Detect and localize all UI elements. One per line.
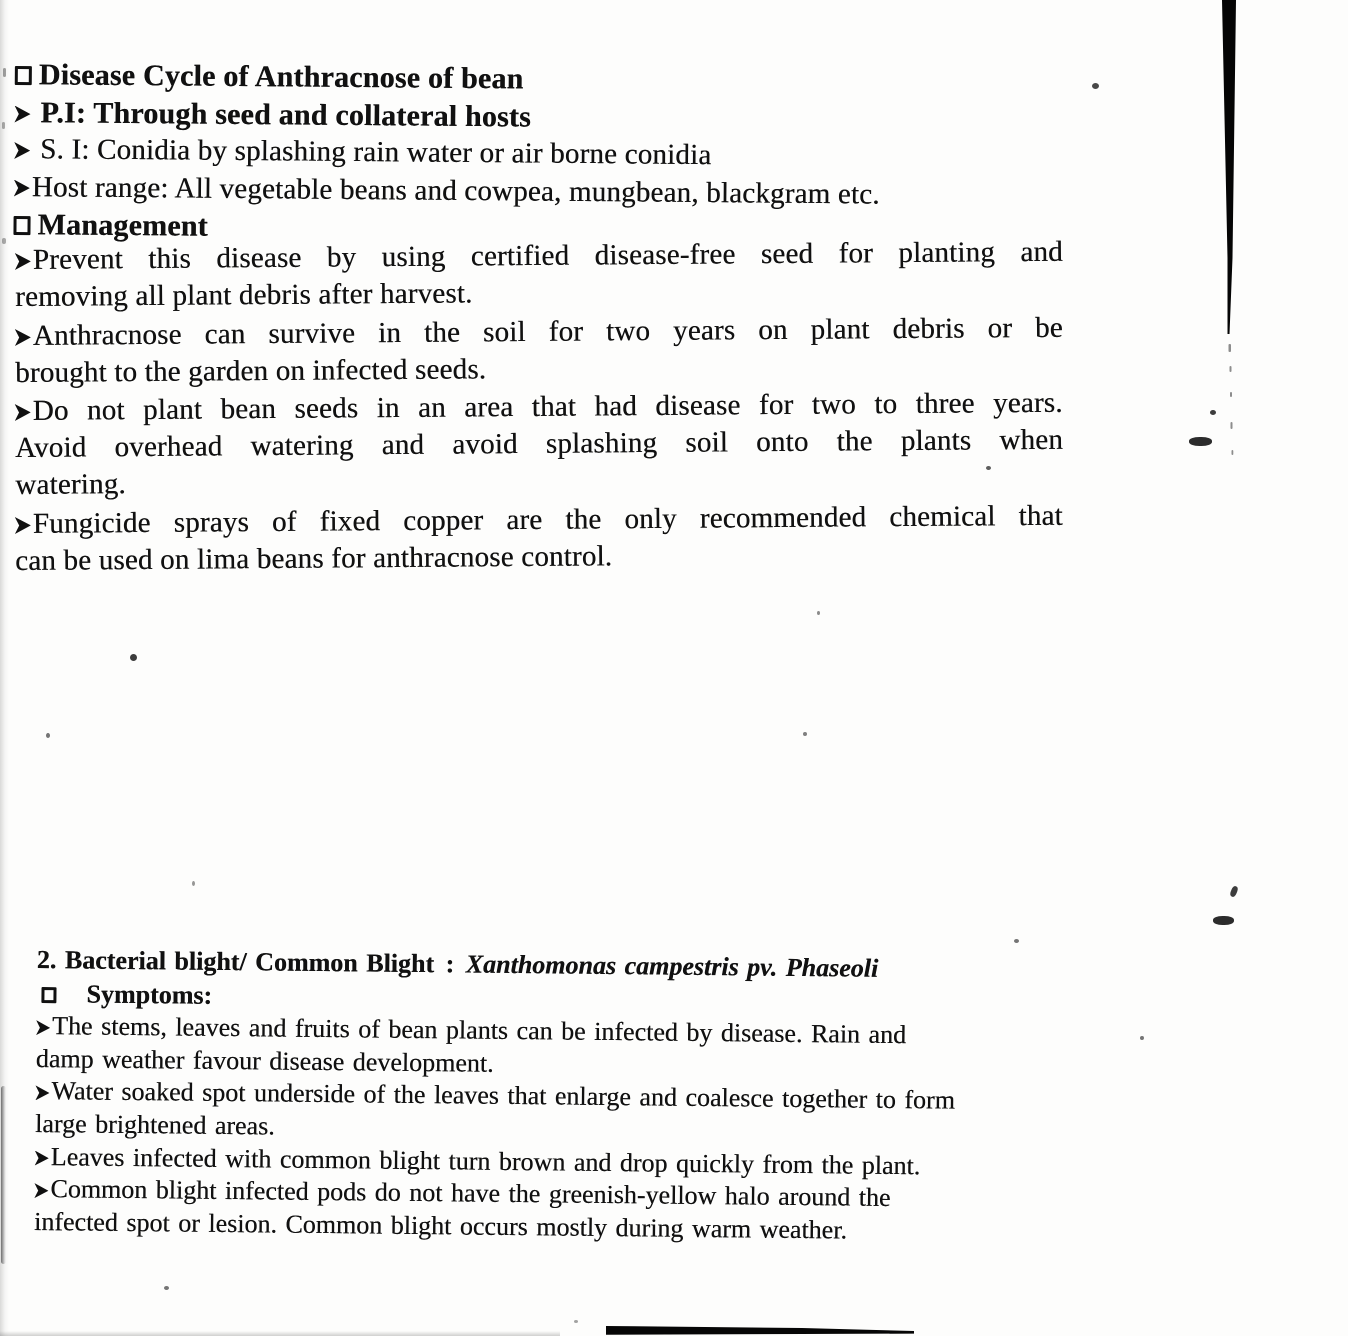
scan-speck — [817, 611, 820, 615]
arrow-bullet-icon — [15, 253, 31, 270]
management-title: Management — [37, 208, 208, 243]
square-bullet-icon — [13, 216, 30, 235]
text-line-content: The stems, leaves and fruits of bean plants can be infected by disease. Rain and — [51, 1011, 907, 1050]
text-line: brought to the garden on infected seeds. — [15, 352, 487, 389]
text-line: Avoid overhead watering and avoid splashing soil onto the plants when — [14, 423, 1064, 464]
bullet-item-water-soaked — [35, 1075, 1118, 1152]
arrow-bullet-icon — [15, 404, 31, 421]
heading-separator: : — [445, 949, 455, 979]
text-line — [15, 309, 1063, 354]
section-management-items — [14, 235, 1064, 579]
text-line: removing all plant debris after harvest. — [15, 277, 473, 313]
bullet-item-stems-leaves — [36, 1010, 1119, 1087]
bullet-item-text: P.I: Through seed and collateral hosts — [40, 95, 532, 134]
binder-bar-dotted-tail — [1229, 344, 1234, 455]
pathogen-name: Xanthomonas campestris pv. Phaseoli — [465, 949, 879, 983]
scan-speck — [1140, 1036, 1144, 1040]
bullet-item-text: Host range: All vegetable beans and cowpea, mungbean, blackgram etc. — [31, 170, 880, 211]
binder-bar — [1222, 0, 1236, 334]
arrow-bullet-icon — [35, 1085, 49, 1100]
arrow-bullet-icon — [36, 1020, 50, 1035]
text-line-content: Fungicide sprays of fixed copper are the only recommended chemical that — [32, 499, 1063, 540]
arrow-bullet-icon — [34, 1183, 48, 1198]
section-bacterial-blight — [34, 944, 1119, 1250]
scan-speck-dash — [1213, 916, 1234, 925]
scan-speck — [3, 68, 6, 77]
text-line: infected spot or lesion. Common blight occurs mostly during warm weather. — [33, 1206, 848, 1245]
text-line: can be used on lima beans for anthracnose control. — [15, 539, 613, 577]
arrow-bullet-icon — [35, 1151, 49, 1166]
arrow-bullet-icon — [15, 328, 31, 345]
scan-speck — [803, 732, 807, 736]
scan-speck — [130, 654, 137, 661]
square-bullet-icon — [41, 987, 56, 1003]
scan-speck — [46, 733, 50, 738]
scan-speck — [192, 881, 195, 886]
scan-speck — [2, 238, 6, 244]
section-title: Disease Cycle of Anthracnose of bean — [38, 58, 524, 96]
scan-speck — [2, 122, 5, 129]
arrow-bullet-icon — [14, 179, 30, 196]
bullet-item-pods-halo — [34, 1173, 1117, 1250]
symptoms-title: Symptoms: — [86, 979, 213, 1010]
scan-speck-dash — [1189, 437, 1212, 446]
scan-speck — [1210, 410, 1216, 415]
square-bullet-icon — [15, 66, 32, 85]
bullet-item-survive — [15, 309, 1064, 391]
arrow-bullet-icon — [14, 142, 30, 159]
section-anthracnose — [13, 56, 1063, 253]
bullet-item-text: S. I: Conidia by splashing rain water or air borne conidia — [40, 133, 712, 172]
text-line-content: Water soaked spot underside of the leaves that enlarge and coalesce together to form — [51, 1076, 956, 1115]
bullet-item-do-not-plant — [15, 385, 1064, 504]
text-line-content: Anthracnose can survive in the soil for two years on plant debris or be — [32, 311, 1063, 352]
text-line: damp weather favour disease development. — [35, 1043, 494, 1078]
text-line-content: Prevent this disease by using certified disease-free seed for planting and — [32, 235, 1063, 276]
text-line-content: Common blight infected pods do not have the greenish-yellow halo around the — [50, 1174, 891, 1213]
scan-speck — [574, 1320, 578, 1323]
text-line-content: Do not plant bean seeds in an area that had disease for two to three years. — [32, 386, 1063, 428]
text-line-content: Leaves infected with common blight turn brown and drop quickly from the plant. — [50, 1141, 921, 1180]
heading-title: Bacterial blight/ Common Blight — [64, 945, 435, 979]
text-line: watering. — [15, 467, 126, 501]
scan-speck — [164, 1286, 169, 1290]
scan-speck — [1092, 83, 1099, 89]
text-line — [15, 497, 1063, 542]
heading-number: 2. — [36, 944, 57, 975]
arrow-bullet-icon — [14, 105, 30, 122]
bullet-item-fungicide — [15, 497, 1064, 579]
text-line: large brightened areas. — [34, 1108, 275, 1141]
bottom-rule — [606, 1326, 914, 1335]
scan-speck — [1014, 939, 1019, 943]
bullet-item-prevent — [15, 234, 1064, 316]
arrow-bullet-icon — [15, 516, 31, 533]
